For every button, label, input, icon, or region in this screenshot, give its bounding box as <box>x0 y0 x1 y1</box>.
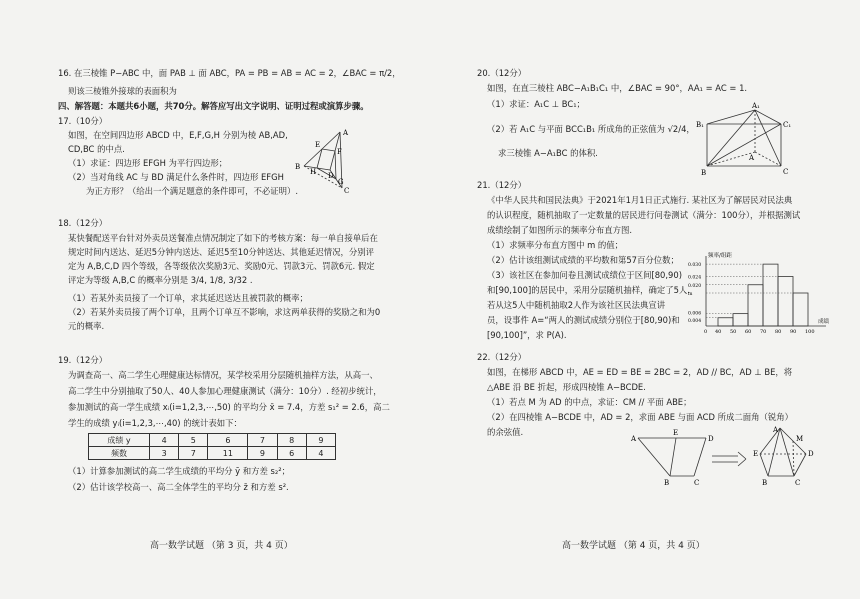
q20-label-a: A <box>749 154 755 162</box>
q22-label-d-folded: D <box>808 450 814 458</box>
q17-label-f: F <box>337 148 342 156</box>
q22-label-e-flat: E <box>673 429 679 437</box>
q19-line1: 为调查高一、高二学生心理健康达标情况，某学校采用分层随机抽样方法，从高一、 <box>68 370 378 380</box>
q22-line5: 的余弦值. <box>487 427 524 437</box>
q20-label-c1: C₁ <box>783 121 792 129</box>
q17-label-e: E <box>315 141 321 149</box>
histogram-x-tick: 40 <box>715 329 722 334</box>
q17-heading: 17.（10分） <box>58 116 108 126</box>
q18-line1: 某快餐配送平台针对外卖员送餐准点情况制定了如下的考核方案：每一单自接单后在 <box>68 233 378 243</box>
q21-line3: 成绩绘制了如图所示的频率分布直方图. <box>487 225 633 235</box>
histogram-x-tick: 80 <box>775 329 782 334</box>
q18-line3: 定为 A,B,C,D 四个等级，各等级依次奖励3元、奖励0元、罚款3元、罚款6元. 假定 <box>68 261 375 271</box>
q21-line10: [90,100]”，求 P(A). <box>487 330 567 340</box>
q22-line4: （2）在四棱锥 A−BCDE 中，AD = 2，求面 ABE 与面 ACD 所成二面角（锐角） <box>487 412 793 422</box>
q19-heading: 19.（12分） <box>58 355 108 365</box>
q21-line8: 若从这5人中随机抽取2人作为该社区民法典宣讲 <box>487 300 666 310</box>
q21-line4: （1）求频率分布直方图中 m 的值； <box>487 240 624 250</box>
histogram-y-tick: 0.004 <box>688 318 702 324</box>
q22-fold-figure <box>630 424 840 488</box>
q21-line9: 员，设事件 A=“两人的测试成绩分别位于[80,90)和 <box>487 315 680 325</box>
q20-line2: （1）求证：A₁C ⊥ BC₁； <box>487 99 585 109</box>
histogram-y-axis-label: 频率/组距 <box>708 253 732 259</box>
q19-line2: 高二学生中分别抽取了50人、40人参加心理健康测试（满分：10分）. 经初步统计， <box>68 386 382 396</box>
histogram-bar <box>763 264 778 326</box>
q17-line3: （1）求证：四边形 EFGH 为平行四边形； <box>68 158 228 168</box>
q17-line2: CD,BC 的中点. <box>68 144 125 154</box>
q21-line6: （3）该社区在参加问卷且测试成绩位于区间[80,90) <box>487 270 682 280</box>
histogram-bar <box>733 314 748 326</box>
table-cell: 7 <box>248 434 277 447</box>
q17-label-b: B <box>295 163 301 171</box>
q17-line5: 为正方形？（给出一个满足题意的条件即可，不必证明）. <box>86 186 299 196</box>
q20-line1: 如图，在直三棱柱 ABC−A₁B₁C₁ 中，∠BAC = 90°，AA₁ = AC = 1. <box>487 83 748 93</box>
q20-prism-figure <box>695 100 795 178</box>
table-cell: 8 <box>277 434 306 447</box>
q22-label-d-flat: D <box>708 435 714 443</box>
histogram-x-tick: 70 <box>760 329 767 334</box>
q21-line1: 《中华人民共和国民法典》于2021年1月1日正式施行. 某社区为了解居民对民法典 <box>487 195 793 205</box>
q19-score-table <box>88 433 336 460</box>
histogram-y-tick: 0.020 <box>688 283 702 289</box>
q20-line3: （2）若 A₁C 与平面 BCC₁B₁ 所成角的正弦值为 √2/4， <box>487 124 695 134</box>
histogram-y-tick: 0.006 <box>688 311 702 317</box>
table-row <box>89 447 336 460</box>
q21-histogram <box>688 250 838 334</box>
table-cell: 成绩 y <box>89 434 150 447</box>
q16-line2: 则该三棱锥外接球的表面积为 <box>68 86 177 96</box>
q16-line1: 16. 在三棱锥 P−ABC 中，面 PAB ⊥ 面 ABC，PA = PB = AB = AC = 2，∠BAC = π/2， <box>58 68 401 78</box>
histogram-x-axis-label: 成绩 <box>818 319 830 325</box>
q22-label-c-folded: C <box>795 479 801 487</box>
histogram-y-tick: 0.024 <box>688 275 702 281</box>
q19-line6: （2）估计该学校高一、高二全体学生的平均分 z̄ 和方差 s². <box>68 482 289 492</box>
q17-tetrahedron-figure <box>290 126 360 196</box>
q21-heading: 21.（12分） <box>477 180 527 190</box>
table-row <box>89 434 336 447</box>
table-cell: 9 <box>248 447 277 460</box>
q18-line2: 规定时间内送达、延迟5分钟内送达、延迟5至10分钟送达、其他延迟情况，分别评 <box>68 247 375 257</box>
q22-label-a-folded: A <box>773 426 779 434</box>
q22-label-a-flat: A <box>631 435 637 443</box>
table-cell: 5 <box>179 434 208 447</box>
q19-line3: 参加测试的高一学生成绩 xᵢ(i=1,2,3,⋯,50) 的平均分 x̄ = 7.4，方差 s₁² = 2.6，高二 <box>68 402 390 412</box>
page-4-footer: 高一数学试题 （第 4 页，共 4 页） <box>562 541 705 551</box>
page-3-footer: 高一数学试题 （第 3 页，共 4 页） <box>150 541 293 551</box>
histogram-x-tick: 50 <box>730 329 737 334</box>
q20-label-a1: A₁ <box>752 102 760 110</box>
q20-heading: 20.（12分） <box>477 68 527 78</box>
q21-line2: 的认识程度，随机抽取了一定数量的居民进行问卷测试（满分：100分），并根据测试 <box>487 210 801 220</box>
q17-line1: 如图，在空间四边形 ABCD 中，E,F,G,H 分别为棱 AB,AD, <box>68 130 288 140</box>
table-cell: 频数 <box>89 447 150 460</box>
q22-label-c-flat: C <box>694 479 700 487</box>
histogram-bar <box>793 293 808 326</box>
table-cell: 6 <box>208 434 248 447</box>
histogram-x-tick: 60 <box>745 329 752 334</box>
histogram-x-tick: 0 <box>704 329 708 334</box>
histogram-bar <box>778 277 793 327</box>
q20-label-b: B <box>701 169 707 177</box>
histogram-y-tick: 0.030 <box>688 263 702 269</box>
q21-line5: （2）估计该组测试成绩的平均数和第57百分位数； <box>487 255 679 265</box>
q18-line6: （2）若某外卖员接了两个订单，且两个订单互不影响，求这两单获得的奖励之和为0 <box>68 307 381 317</box>
q21-line7: 和[90,100]的居民中，采用分层随机抽样，确定了5人. <box>487 285 690 295</box>
histogram-x-tick: 90 <box>790 329 797 334</box>
q18-heading: 18.（12分） <box>58 218 108 228</box>
section-4-heading: 四、解答题：本题共6小题，共70分。解答应写出文字说明、证明过程或演算步骤。 <box>58 101 369 111</box>
q20-label-b1: B₁ <box>696 121 704 129</box>
histogram-bar <box>718 318 733 326</box>
q18-line7: 元的概率. <box>68 321 105 331</box>
q17-label-c: C <box>344 187 350 195</box>
q18-line5: （1）若某外卖员接了一个订单，求其延迟送达且被罚款的概率； <box>68 293 308 303</box>
table-cell: 11 <box>208 447 248 460</box>
histogram-x-tick: 100 <box>805 329 815 334</box>
table-cell: 3 <box>150 447 179 460</box>
table-cell: 4 <box>306 447 335 460</box>
table-cell: 7 <box>179 447 208 460</box>
page-4 <box>430 0 860 599</box>
q20-line4: 求三棱锥 A−A₁BC 的体积. <box>498 148 598 158</box>
q17-label-d: D <box>328 172 334 180</box>
q22-label-m: M <box>796 435 804 443</box>
q20-label-c: C <box>783 168 789 176</box>
q17-line4: （2）当对角线 AC 与 BD 满足什么条件时，四边形 EFGH <box>68 172 284 182</box>
q22-line3: （1）若点 M 为 AD 的中点，求证：CM // 平面 ABE； <box>487 397 692 407</box>
table-cell: 9 <box>306 434 335 447</box>
histogram-y-tick: m <box>688 292 693 297</box>
q22-heading: 22.（12分） <box>477 352 527 362</box>
q22-label-b-folded: B <box>762 479 768 487</box>
q22-label-e-folded: E <box>753 450 759 458</box>
q22-label-b-flat: B <box>664 479 670 487</box>
q19-line5: （1）计算参加测试的高二学生成绩的平均分 ȳ 和方差 s₂²； <box>68 466 290 476</box>
histogram-bar <box>748 285 763 326</box>
table-cell: 6 <box>277 447 306 460</box>
q17-label-h: H <box>310 168 317 176</box>
q18-line4: 评定为等级 A,B,C 的概率分别是 3/4, 1/8, 3/32 . <box>68 275 253 285</box>
q17-label-a: A <box>343 129 349 137</box>
q22-line1: 如图，在梯形 ABCD 中，AE = ED = BE = 2BC = 2，AD // BC，AD ⊥ BE，将 <box>487 367 793 377</box>
q19-line4: 学生的成绩 yᵢ(i=1,2,3,⋯,40) 的统计表如下： <box>68 418 242 428</box>
q22-line2: △ABE 沿 BE 折起，形成四棱锥 A−BCDE. <box>487 382 646 392</box>
table-cell: 4 <box>150 434 179 447</box>
q17-label-g: G <box>338 178 344 186</box>
